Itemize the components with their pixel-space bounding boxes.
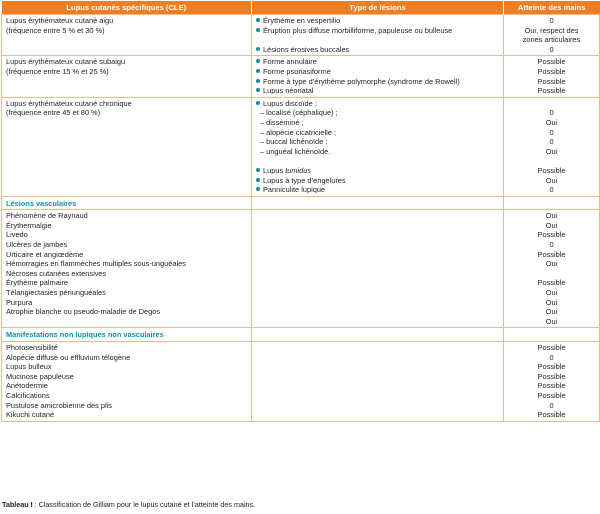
hand-value: Oui	[545, 175, 558, 185]
lesion-cell	[252, 97, 504, 196]
manifestation-item: Lupus bulleux	[6, 362, 52, 372]
hand-value: Possible	[537, 57, 566, 67]
header-row	[2, 1, 600, 15]
section-empty	[252, 196, 504, 210]
cle-name-line: Lupus érythémateux cutané chronique	[6, 98, 132, 108]
table-row	[2, 97, 600, 196]
manifestation-item: Photosensibilité	[6, 343, 58, 352]
manifestation-item: Hémorragies en flammèches multiples sous-unguéales	[6, 259, 186, 269]
lesion-item: – disséminé ;	[260, 117, 304, 127]
manifestation-cell	[2, 342, 252, 422]
hand-cell	[504, 56, 600, 97]
hand-value: Possible	[537, 86, 566, 96]
section-header-row	[2, 196, 600, 210]
table-row	[2, 56, 600, 97]
header-hand-involvement: Atteinte des mains	[504, 1, 600, 15]
lesion-item	[256, 156, 499, 166]
hand-value: Possible	[537, 362, 566, 372]
hand-value	[508, 99, 595, 109]
hand-value: Oui	[545, 297, 558, 307]
cle-name-line: (fréquence entre 5 % et 30 %)	[6, 25, 105, 35]
hand-value: 0	[549, 352, 554, 362]
hand-value: Possible	[537, 249, 566, 259]
manifestation-item: Urticaire et angiœdème	[6, 249, 84, 259]
section-empty	[252, 328, 504, 342]
hand-value: Oui	[545, 316, 558, 326]
hand-cell	[504, 15, 600, 56]
hand-value: 0	[549, 185, 554, 195]
manifestation-item	[6, 317, 247, 327]
hand-value: Possible	[537, 165, 566, 175]
hand-value: Possible	[537, 230, 566, 240]
hand-value: 0	[549, 108, 554, 118]
hand-value: Possible	[537, 66, 566, 76]
hand-value: Possible	[537, 76, 566, 86]
cle-name-cell	[2, 15, 252, 56]
table-row	[2, 342, 600, 422]
hand-value: Oui	[545, 288, 558, 298]
hand-value: Oui	[545, 211, 558, 221]
hand-value	[508, 269, 595, 279]
hand-value	[508, 156, 595, 166]
hand-value: 0	[549, 240, 554, 250]
hand-value: 0	[549, 400, 554, 410]
manifestation-item: Ulcères de jambes	[6, 240, 68, 250]
lesion-item: Forme à type d’érythème polymorphe (syndrome de Rowell)	[256, 77, 499, 87]
hand-value: Oui	[545, 117, 558, 127]
hand-value: 0	[549, 16, 554, 25]
manifestation-cell	[2, 210, 252, 328]
lesion-item	[256, 35, 499, 45]
manifestation-item: Nécroses cutanées extensives	[6, 268, 107, 278]
hand-value: Oui	[545, 146, 558, 156]
section-title: Lésions vasculaires	[2, 196, 252, 210]
manifestation-item: Pustulose amicrobienne des plis	[6, 400, 112, 410]
lesion-item: Éruption plus diffuse morbilliforme, papuleuse ou bulleuse	[256, 26, 499, 36]
cle-name-line: (fréquence entre 45 et 80 %)	[6, 108, 101, 118]
hand-value: 0	[549, 137, 554, 147]
hand-value: Possible	[537, 381, 566, 391]
lesion-item: – buccal lichénoïde ;	[260, 137, 328, 147]
section-title: Manifestations non lupiques non vasculaires	[2, 328, 252, 342]
lesion-cell-empty	[252, 342, 504, 422]
lesion-item: Lupus néonatal	[256, 86, 499, 96]
hand-value: Possible	[537, 371, 566, 381]
manifestation-item: Anétodermie	[6, 381, 48, 391]
manifestation-item: Kikuchi cutané	[6, 410, 55, 420]
lesion-item: – localisé (céphalique) ;	[260, 108, 338, 118]
hand-cell	[504, 210, 600, 328]
hand-value: Oui	[545, 259, 558, 269]
caption-label: Tableau I	[2, 500, 33, 509]
manifestation-item: Calcifications	[6, 390, 50, 400]
hand-value: Oui	[545, 220, 558, 230]
section-empty	[504, 196, 600, 210]
lesion-item: Forme annulaire	[256, 57, 499, 67]
cle-name-line: Lupus érythémateux cutané subaigu	[6, 57, 126, 67]
cle-name-line: (fréquence entre 15 % et 25 %)	[6, 66, 109, 76]
lesion-item: Lésions érosives buccales	[256, 45, 499, 55]
manifestation-item: Phénomène de Raynaud	[6, 211, 88, 221]
lesion-item: Forme psoriasiforme	[256, 67, 499, 77]
hand-value: Possible	[537, 343, 566, 352]
lesion-text-italic: tumidus	[285, 165, 312, 175]
manifestation-item: Érythème palmaire	[6, 278, 69, 288]
hand-value: 0	[549, 44, 554, 54]
manifestation-item: Purpura	[6, 297, 33, 307]
lesion-item: Lupus discoïde :	[256, 99, 499, 109]
manifestation-item: Érythermalgie	[6, 220, 52, 230]
lesion-item: – unguéal lichénoïde.	[260, 146, 331, 156]
manifestation-item: Télangiectasies périunguéales	[6, 288, 106, 298]
hand-value: Oui	[545, 307, 558, 317]
hand-value: Possible	[537, 278, 566, 288]
cle-name-line: Lupus érythémateux cutané aigu	[6, 16, 114, 25]
hand-cell	[504, 97, 600, 196]
cle-name-cell	[2, 56, 252, 97]
table-row	[2, 210, 600, 328]
lesion-item: – alopécie cicatricielle ;	[260, 127, 336, 137]
table-caption	[2, 500, 255, 509]
manifestation-item: Mucinose papuleuse	[6, 371, 74, 381]
lesion-item: Lupus à type d’engelures	[256, 176, 499, 186]
lesion-item	[256, 166, 499, 176]
hand-value: 0	[549, 127, 554, 137]
hand-value: zones articulaires	[522, 35, 581, 45]
lesion-item: Érythème en vespertilio	[256, 16, 499, 26]
lesion-text: Lupus	[263, 165, 286, 175]
manifestation-item: Livedo	[6, 230, 28, 240]
hand-value: Possible	[537, 390, 566, 400]
caption-text: : Classification de Gilliam pour le lupus cutané et l’atteinte des mains.	[32, 500, 256, 509]
lesion-cell	[252, 56, 504, 97]
manifestation-item: Atrophie blanche ou pseudo-maladie de Degos	[6, 307, 161, 317]
section-empty	[504, 328, 600, 342]
lesion-cell	[252, 15, 504, 56]
hand-cell	[504, 342, 600, 422]
table-row	[2, 15, 600, 56]
classification-table	[1, 1, 600, 422]
hand-value: Possible	[537, 410, 566, 420]
header-lesion-type: Type de lésions	[252, 1, 504, 15]
lesion-item: Panniculite lupique	[256, 185, 499, 195]
header-cle: Lupus cutanés spécifiques (CLE)	[2, 1, 252, 15]
hand-value: Oui, respect des	[524, 25, 579, 35]
lesion-cell-empty	[252, 210, 504, 328]
cle-name-cell	[2, 97, 252, 196]
manifestation-item: Alopécie diffuse ou effluvium télogène	[6, 352, 131, 362]
section-header-row	[2, 328, 600, 342]
